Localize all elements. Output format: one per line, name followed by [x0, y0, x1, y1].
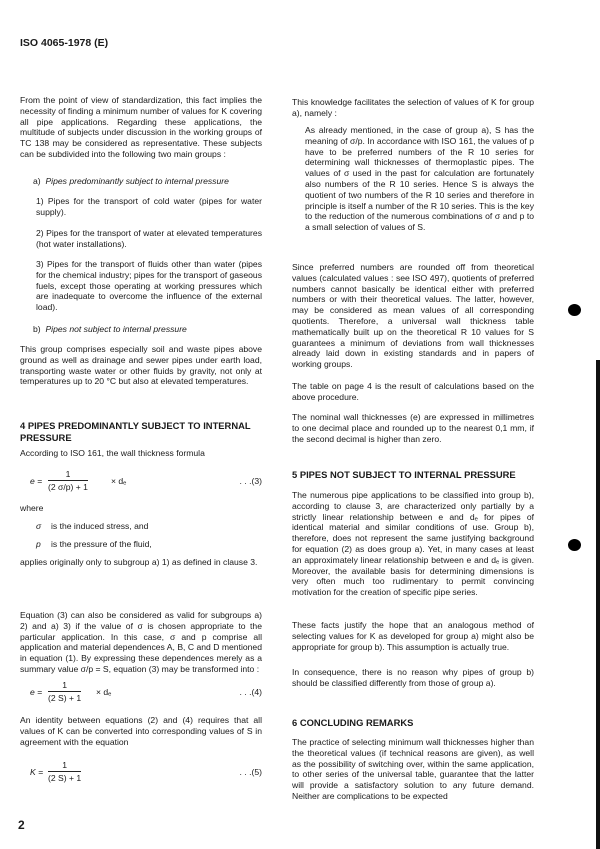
- paragraph: From the point of view of standardization, this fact implies the necessity of finding a minimum number of values for K covering all pipe applications. Regarding these applications, the multitude of subjects under discussion in the working groups of TC 138 may be considered as representative. These subjects can be subdivided into the following two main groups :: [20, 95, 262, 159]
- equation-lhs: K =: [30, 767, 44, 777]
- denominator: (2 S) + 1: [48, 693, 82, 703]
- equation-lhs: e =: [30, 476, 43, 486]
- numerator: 1: [48, 680, 81, 692]
- list-item-b: [33, 324, 262, 335]
- punch-hole-mark: [568, 304, 581, 316]
- paragraph: Since preferred numbers are rounded off from theoretical values (calculated values : see ISO 497), quotients of preferred numbers cannot basically be identical either with preferred numbers or with their theoretical values. The latter, however, may be considered as mean values of all corresponding quotients. Therefore, a universal wall thickness table mathematically built up on the theoretical R 10 values for S guarantees a minimum of deviations from wall thicknesses already laid down in existing standards and in papers of working groups.: [292, 262, 534, 370]
- equation-3: [20, 469, 262, 493]
- paragraph: The numerous pipe applications to be classified into group b), according to clause 3, are characterized only partially by a strictly linear relationship between e and dₑ for pipes of identical material and similar conditions of use. Group b), therefore, does not represent the same justifying background for equation (2) as does group a). Yet, in many cases at least an approximately linear relationship between e and dₑ is given. Moreover, the available basis for determining dimensions is very often much too rudimentary to permit convincing motivation for the creation of specific pipe series.: [292, 490, 534, 598]
- paragraph: In consequence, there is no reason why pipes of group b) should be classified differently from those of group a).: [292, 667, 534, 688]
- fraction: [48, 469, 88, 492]
- list-title: Pipes not subject to internal pressure: [45, 324, 187, 334]
- paragraph: According to ISO 161, the wall thickness formula: [20, 448, 205, 458]
- list-label: b): [33, 324, 41, 334]
- equation-4: [20, 680, 262, 704]
- list-label: a): [33, 176, 41, 186]
- page-number: 2: [18, 818, 25, 832]
- paragraph: This group comprises especially soil and waste pipes above ground as well as drainage and sewer pipes under earth load, transporting waste water or other fluids by gravity, not only at temperatures up to 20 °C but also at elevated temperatures.: [20, 344, 262, 387]
- list-item-a: [33, 176, 262, 187]
- paragraph: The nominal wall thicknesses (e) are expressed in millimetres to one decimal place and rounded up to the nearest 0,1 mm, if the second decimal is higher than zero.: [292, 412, 534, 444]
- section-heading-6: 6 CONCLUDING REMARKS: [292, 717, 414, 728]
- equation-number: . . .(3): [239, 476, 262, 486]
- paragraph: As already mentioned, in the case of group a), S has the meaning of σ/p. In accordance with ISO 161, the values of p have to be preferred numbers of the R 10 series for determining wall thicknesses of thermoplastic pipes. The values of σ used in the past for calculation are fortunately also numbers of the R 10 series. Hence S is always the quotient of two numbers of the R 10 series and therefore in principle is itself a number of the R 10 series. This is the key to the reduction of the numerous combinations of σ and p to a small selection of values of S.: [305, 125, 534, 233]
- equation-number: . . .(4): [239, 687, 262, 697]
- fraction: [48, 760, 81, 783]
- equation-number: . . .(5): [239, 767, 262, 777]
- paragraph: An identity between equations (2) and (4) requires that all values of K can be converted into corresponding values of S in agreement with the equation: [20, 715, 262, 747]
- section-heading-5: 5 PIPES NOT SUBJECT TO INTERNAL PRESSURE: [292, 469, 516, 480]
- multiplier: × dₑ: [111, 476, 127, 486]
- paragraph: This knowledge facilitates the selection of values of K for group a), namely :: [292, 97, 534, 118]
- definition: is the induced stress, and: [51, 521, 149, 531]
- symbol-sigma: σ: [36, 521, 42, 531]
- sub-item-2: 2) Pipes for the transport of water at elevated temperatures (hot water installations).: [36, 228, 262, 249]
- numerator: 1: [48, 760, 81, 772]
- multiplier: × dₑ: [96, 687, 112, 697]
- paragraph: These facts justify the hope that an analogous method of selecting values for K as developed for group a) might also be appropriate for group b). This assumption is actually true.: [292, 620, 534, 652]
- sub-item-3: 3) Pipes for the transport of fluids other than water (pipes for the chemical industry; pipes for the transport of gaseous fuels, except those operating at working pressures which are inadequate to overcome the influence of the external load).: [36, 259, 262, 313]
- paragraph: The practice of selecting minimum wall thicknesses higher than the theoretical values (if technical reasons are given), as well as the possibility of switching over, within the same application, to other series of the universal table, guarantee that the latter will provide a satisfactory solution to any future demand. Neither are complications to be expected: [292, 737, 534, 801]
- denominator: (2 σ/p) + 1: [48, 482, 88, 492]
- punch-hole-mark: [568, 539, 581, 551]
- numerator: 1: [48, 469, 88, 481]
- scan-edge: [596, 360, 600, 849]
- section-heading-4: 4 PIPES PREDOMINANTLY SUBJECT TO INTERNAL PRESSURE: [20, 420, 251, 443]
- symbol-p: p: [36, 539, 41, 549]
- equation-5: [20, 760, 262, 784]
- fraction: [48, 680, 81, 703]
- list-title: Pipes predominantly subject to internal pressure: [45, 176, 229, 186]
- paragraph: The table on page 4 is the result of calculations based on the above procedure.: [292, 381, 534, 402]
- paragraph: where: [20, 503, 44, 513]
- sub-item-1: 1) Pipes for the transport of cold water (pipes for water supply).: [36, 196, 262, 217]
- paragraph: applies originally only to subgroup a) 1) as defined in clause 3.: [20, 557, 258, 567]
- paragraph: Equation (3) can also be considered as valid for subgroups a) 2) and a) 3) if the value of σ is chosen appropriate to the particular application. In this case, σ and p comprise all application and material dependences A, B, C and D mentioned in equation (1). By expressing these dependences merely as a summary value σ/p = S, equation (3) may be transformed into :: [20, 610, 262, 674]
- equation-lhs: e =: [30, 687, 43, 697]
- denominator: (2 S) + 1: [48, 773, 82, 783]
- document-header: ISO 4065-1978 (E): [20, 37, 109, 49]
- definition: is the pressure of the fluid,: [51, 539, 152, 549]
